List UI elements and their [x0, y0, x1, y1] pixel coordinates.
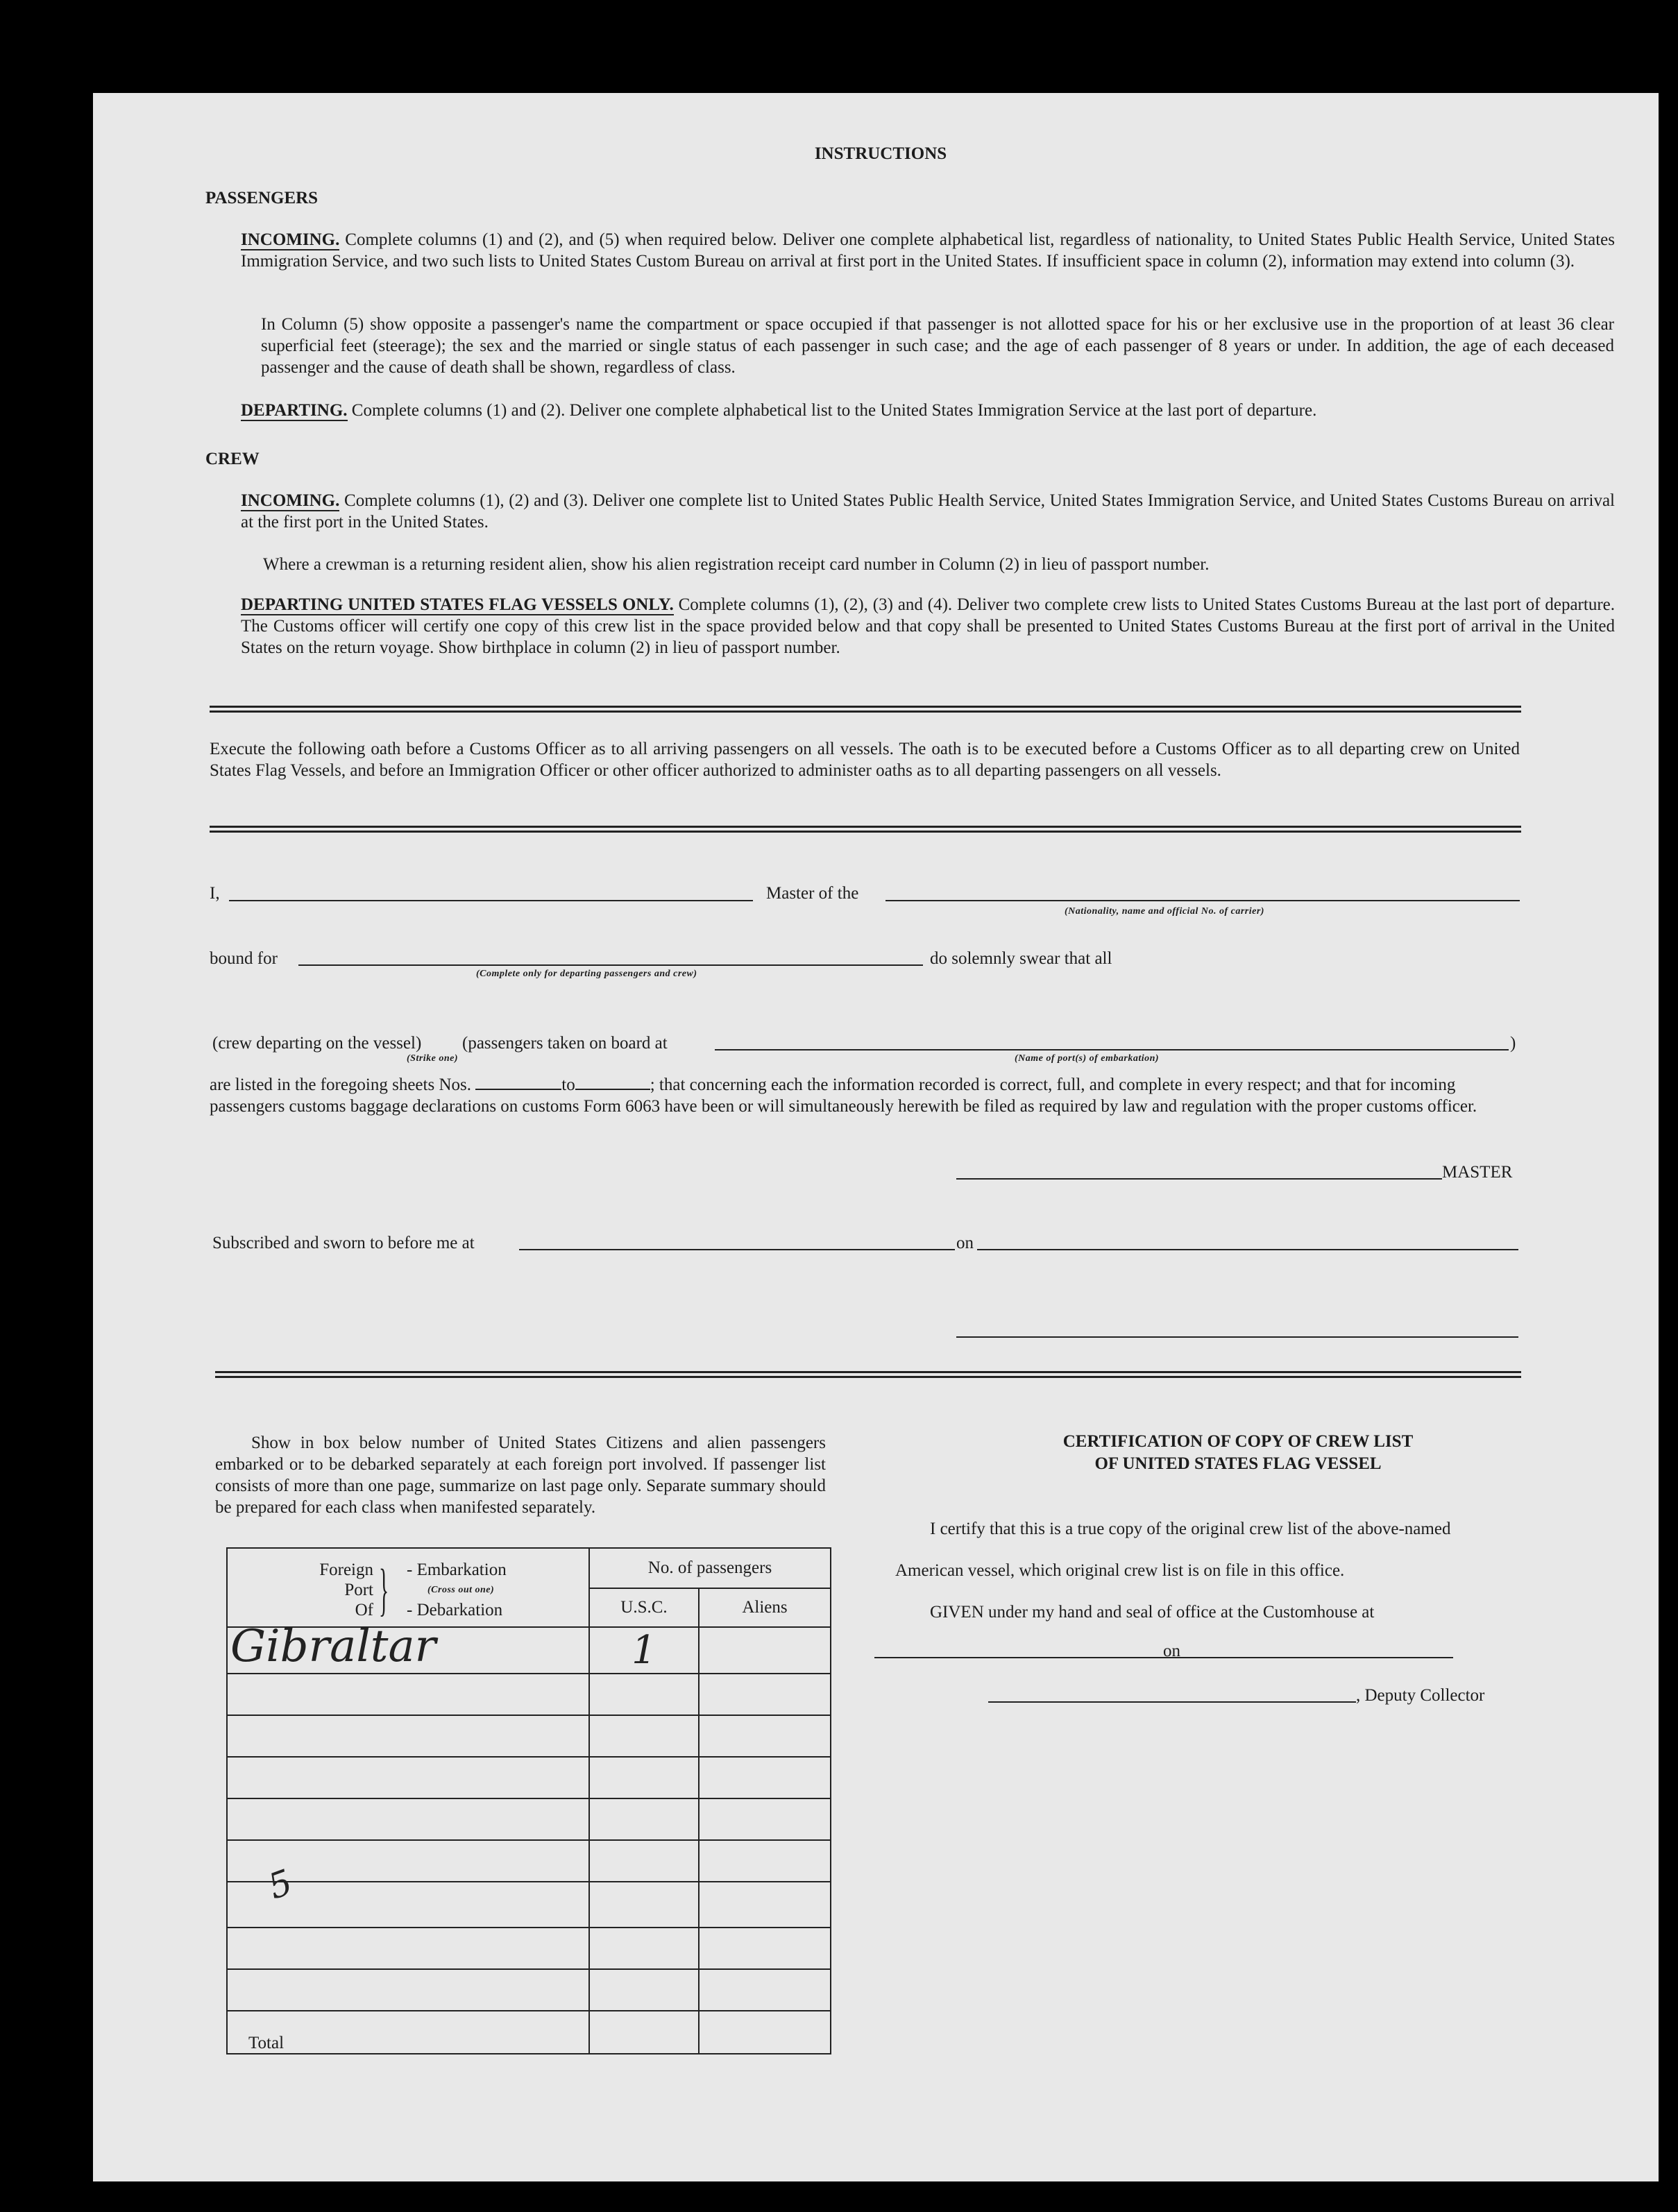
master-signature-line[interactable] [956, 1178, 1442, 1180]
port-cell[interactable] [227, 1969, 589, 2011]
port-note: (Name of port(s) of embarkation) [1015, 1053, 1160, 1064]
master-label: MASTER [1442, 1163, 1513, 1182]
embarkation-port-line[interactable] [715, 1049, 1509, 1050]
master-of-label: Master of the [766, 884, 859, 903]
port-cell[interactable] [227, 1757, 589, 1798]
bound-for-line[interactable] [298, 964, 923, 966]
usc-cell[interactable] [589, 1757, 699, 1798]
crew-departing-text: Complete columns (1), (2), (3) and (4). Deliver two complete crew lists to United States Customs Bureau at the last port of departure. The Customs officer will certify one copy of this crew list in the space provided below and that copy shall be presented to United States Customs Bureau at the first port of arrival in the United States on the return voyage. Show birthplace in column (2) in lieu of passport number. [241, 595, 1615, 657]
aliens-cell[interactable] [699, 1798, 831, 1840]
crew-heading: CREW [205, 450, 260, 468]
passengers-departing-label: DEPARTING. [241, 401, 348, 420]
crew-incoming [241, 490, 1615, 533]
usc-cell[interactable] [589, 1674, 699, 1715]
summary-instruction: Show in box below number of United States Citizens and alien passengers embarked or to be debarked separately at each foreign port involved. If passenger list consists of more than one page, summarize on last page only. Separate summary should be prepared for each class when manifested separately. [215, 1433, 826, 1517]
form-page [93, 93, 1659, 2181]
master-name-line[interactable] [229, 900, 753, 901]
deputy-signature-line[interactable] [988, 1701, 1356, 1703]
passengers-incoming-text: Complete columns (1) and (2), and (5) when required below. Deliver one complete alphabetical list, regardless of nationality, to United States Public Health Service, United States Immigration Service, and two such lists to United States Custom Bureau on arrival at first port in the United States. If insufficient space in column (2), information may extend into column (3). [241, 230, 1615, 271]
complete-only-note: (Complete only for departing passengers and crew) [476, 969, 697, 979]
embarkation-label: - Embarkation [407, 1560, 507, 1579]
passengers-column5: In Column (5) show opposite a passenger's name the compartment or space occupied if that passenger is not allotted space for his or her exclusive use in the proportion of at least 36 clear superficial feet (steerage); the sex and the married or single status of each passenger in such case; and the age of each passenger of 8 years or under. In addition, the age of each deceased passenger and the cause of death shall be shown, regardless of class. [261, 315, 1614, 377]
of-label: Of [355, 1601, 373, 1619]
aliens-cell[interactable] [699, 1882, 831, 1928]
close-paren: ) [1510, 1034, 1516, 1053]
given-text: GIVEN under my hand and seal of office at the Customhouse at [930, 1603, 1375, 1622]
port-cell[interactable] [227, 1862, 589, 1928]
officer-signature-line[interactable] [956, 1336, 1518, 1338]
total-aliens-cell[interactable] [699, 2011, 831, 2054]
oath-intro: Execute the following oath before a Customs Officer as to all arriving passengers on all vessels. The oath is to be executed before a Customs Officer as to all departing crew on United States Flag Vessels, and before an Immigration Officer or other officer authorized to administer oaths as to all departing passengers on all vessels. [210, 740, 1520, 780]
aliens-cell[interactable] [699, 1757, 831, 1798]
sworn-place-line[interactable] [519, 1249, 955, 1250]
divider-1 [210, 706, 1521, 713]
usc-cell[interactable] [589, 1928, 699, 1969]
crew-incoming-label: INCOMING. [241, 491, 340, 510]
port-cell[interactable] [227, 1798, 589, 1840]
brace-icon: } [379, 1558, 389, 1622]
swear-text: do solemnly swear that all [930, 949, 1112, 968]
port-cell[interactable] [227, 1674, 589, 1715]
sworn-date-line[interactable] [977, 1249, 1518, 1250]
sworn-on-label: on [956, 1234, 974, 1252]
aliens-cell[interactable] [699, 1674, 831, 1715]
passengers-incoming-label: INCOMING. [241, 230, 340, 249]
passengers-taken-option: (passengers taken on board at [462, 1034, 668, 1053]
crew-departing [241, 594, 1615, 658]
port-value: Gibraltar [230, 1621, 437, 1672]
cert-on-label: on [1163, 1642, 1180, 1660]
passengers-departing-text: Complete columns (1) and (2). Deliver one complete alphabetical list to the United States Immigration Service at the last port of departure. [351, 401, 1317, 420]
divider-3 [215, 1371, 1521, 1378]
no-passengers-header: No. of passengers [589, 1548, 831, 1588]
listed-paragraph [210, 1074, 1520, 1117]
crew-resident: Where a crewman is a returning resident alien, show his alien registration receipt card number in Column (2) in lieu of passport number. [263, 555, 1210, 574]
crew-departing-label: DEPARTING UNITED STATES FLAG VESSELS ONLY. [241, 595, 674, 614]
usc-cell[interactable] [589, 1882, 699, 1928]
usc-cell[interactable] [589, 1840, 699, 1882]
nationality-note: (Nationality, name and official No. of carrier) [1065, 906, 1264, 917]
passengers-heading: PASSENGERS [205, 189, 319, 207]
to-word: to [561, 1075, 575, 1094]
aliens-header: Aliens [699, 1588, 831, 1627]
aliens-cell[interactable] [699, 1969, 831, 2011]
cert-date-line[interactable] [1185, 1657, 1453, 1658]
cross-out-note: (Cross out one) [427, 1585, 495, 1595]
usc-value: 1 [632, 1628, 656, 1673]
foreign-port-of [304, 1560, 373, 1620]
carrier-line[interactable] [885, 900, 1520, 901]
port-cell[interactable] [227, 1928, 589, 1969]
sheet-to-line[interactable] [575, 1075, 650, 1090]
crew-departing-option: (crew departing on the vessel) [212, 1034, 422, 1053]
total-usc-cell[interactable] [589, 2011, 699, 2054]
usc-header: U.S.C. [589, 1588, 699, 1627]
debarkation-label: - Debarkation [407, 1601, 503, 1619]
strike-one-note: (Strike one) [407, 1053, 459, 1064]
usc-cell[interactable] [589, 1969, 699, 2011]
port-header-cell [227, 1548, 589, 1627]
total-label: Total [227, 2011, 589, 2054]
oath-i-label: I, [210, 884, 220, 903]
aliens-cell[interactable] [699, 1715, 831, 1757]
listed-suffix: ; that concerning each the information recorded is correct, full, and complete in every respect; and that for incoming passengers customs baggage declarations on customs Form 6063 have been or will simultaneously herewith be filed as required by law and regulation with the proper customs officer. [210, 1075, 1477, 1116]
certification-title-line1: CERTIFICATION OF COPY OF CREW LIST [1062, 1432, 1414, 1451]
divider-2 [210, 826, 1521, 833]
aliens-cell[interactable] [699, 1840, 831, 1882]
passengers-departing [241, 400, 1622, 421]
margin-mark: 5 [263, 1862, 298, 1907]
sheet-from-line[interactable] [475, 1075, 561, 1090]
certification-title [842, 1431, 1634, 1475]
subscribed-label: Subscribed and sworn to before me at [212, 1234, 475, 1252]
port-cell[interactable] [227, 1621, 589, 1674]
passenger-summary-table [226, 1547, 831, 2054]
certification-title-line2: OF UNITED STATES FLAG VESSEL [1094, 1454, 1382, 1473]
aliens-cell[interactable] [699, 1928, 831, 1969]
usc-cell[interactable] [589, 1798, 699, 1840]
bound-for-label: bound for [210, 949, 278, 968]
usc-cell[interactable] [589, 1627, 699, 1674]
crew-incoming-text: Complete columns (1), (2) and (3). Deliver one complete list to United States Public Health Service, United States Immigration Service, and United States Customs Bureau on arrival at the first port in the United States. [241, 491, 1615, 531]
deputy-collector-label: , Deputy Collector [1356, 1686, 1485, 1705]
passengers-incoming [241, 229, 1615, 272]
usc-cell[interactable] [589, 1715, 699, 1757]
aliens-cell[interactable] [699, 1627, 831, 1674]
foreign-label: Foreign [319, 1560, 373, 1579]
certify-text: I certify that this is a true copy of the original crew list of the above-named [930, 1520, 1451, 1538]
port-cell[interactable] [227, 1715, 589, 1757]
american-text: American vessel, which original crew list is on file in this office. [895, 1561, 1345, 1580]
listed-prefix: are listed in the foregoing sheets Nos. [210, 1075, 471, 1094]
embark-debark [407, 1560, 507, 1620]
port-label: Port [344, 1581, 373, 1599]
instructions-title: INSTRUCTIONS [814, 144, 947, 163]
